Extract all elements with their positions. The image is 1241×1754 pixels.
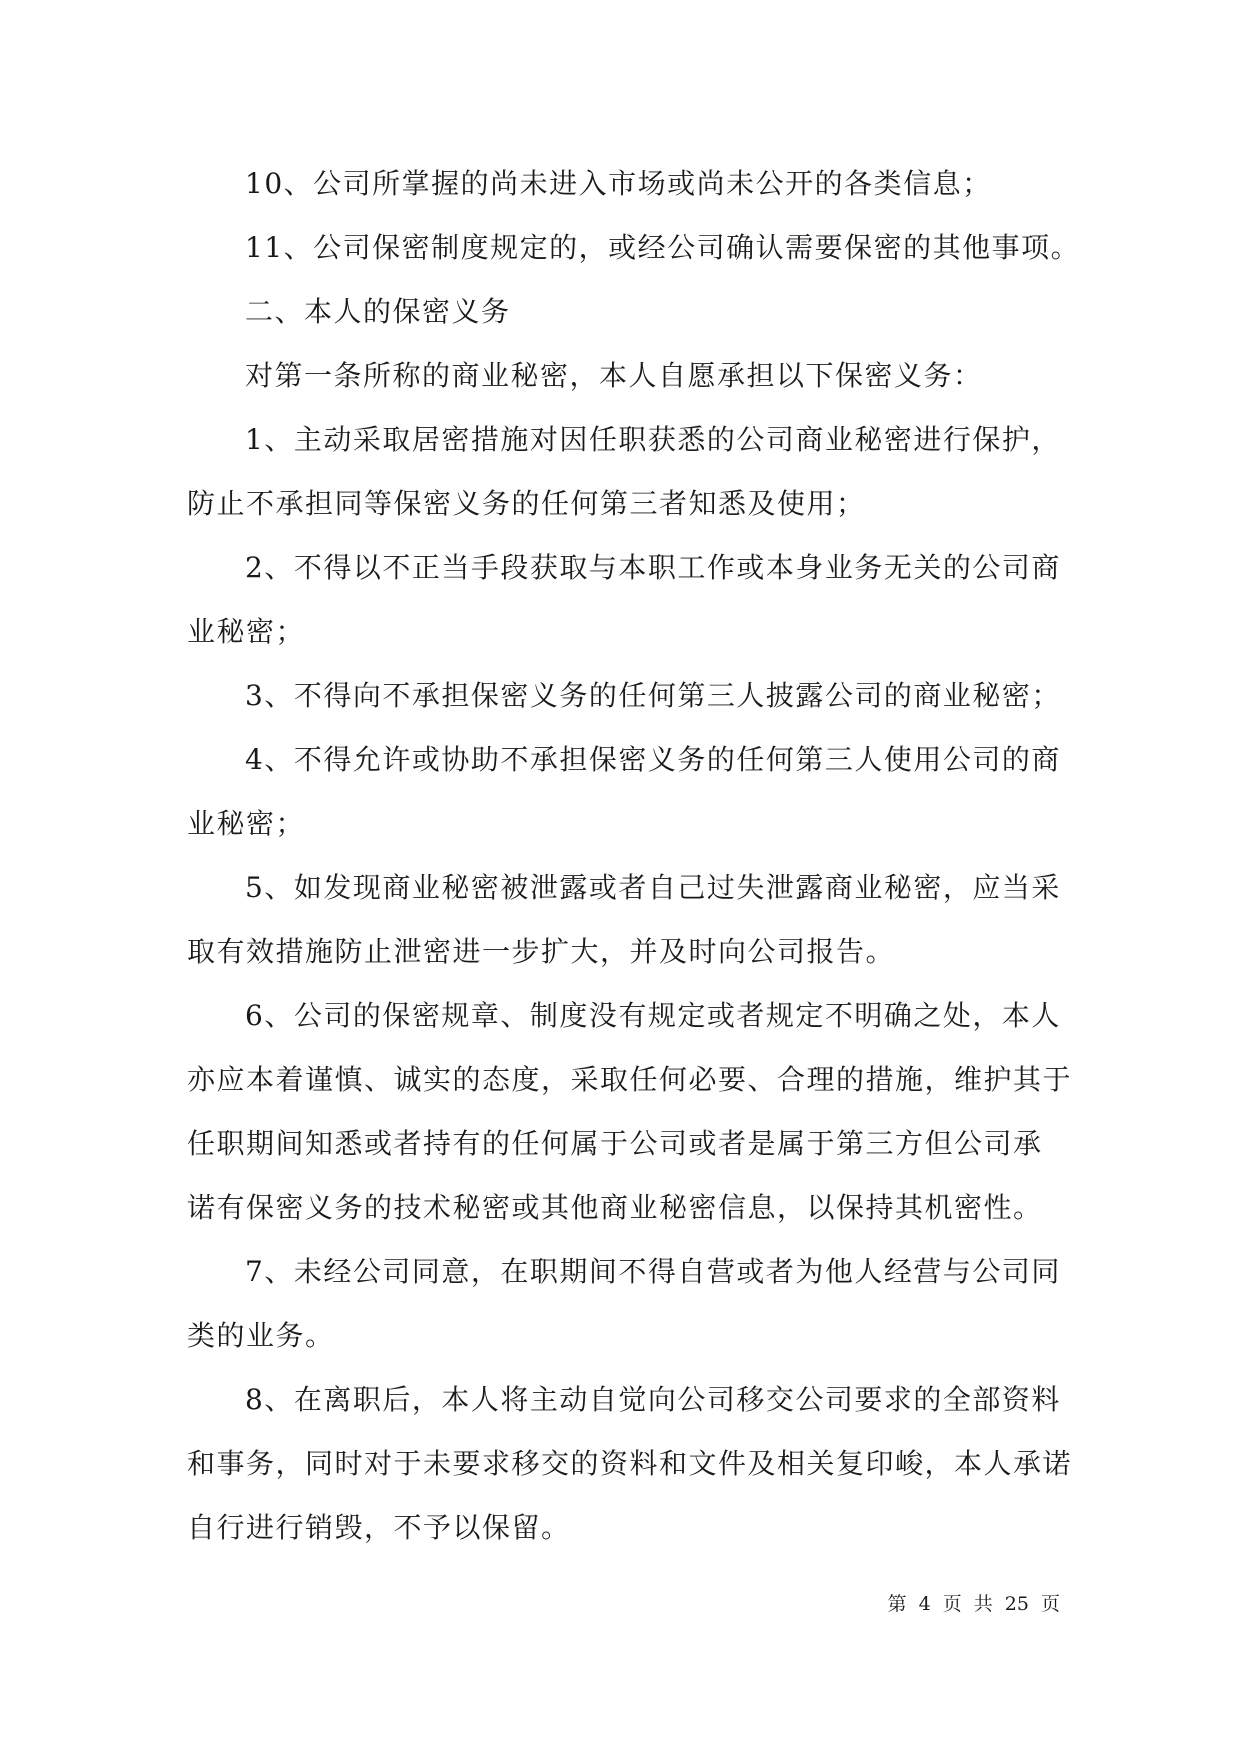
obligation-1-line-2: 防止不承担同等保密义务的任何第三者知悉及使用；: [187, 487, 866, 520]
paragraph-item-10: 10、公司所掌握的尚未进入市场或尚未公开的各类信息；: [245, 167, 992, 200]
obligation-2-line-1: 2、不得以不正当手段获取与本职工作或本身业务无关的公司商: [245, 551, 1061, 584]
obligation-6-line-2: 亦应本着谨慎、诚实的态度，采取任何必要、合理的措施，维护其于: [187, 1063, 1073, 1096]
obligation-1-line-1: 1、主动采取居密措施对因任职获悉的公司商业秘密进行保护，: [245, 423, 1061, 456]
obligation-6-line-1: 6、公司的保密规章、制度没有规定或者规定不明确之处，本人: [245, 999, 1061, 1032]
obligation-7-line-1: 7、未经公司同意，在职期间不得自营或者为他人经营与公司同: [245, 1255, 1061, 1288]
obligation-6-line-4: 诺有保密义务的技术秘密或其他商业秘密信息，以保持其机密性。: [187, 1191, 1043, 1224]
obligation-5-line-1: 5、如发现商业秘密被泄露或者自己过失泄露商业秘密，应当采: [245, 871, 1061, 904]
section-intro: 对第一条所称的商业秘密，本人自愿承担以下保密义务：: [245, 359, 983, 392]
obligation-4-line-2: 业秘密；: [187, 807, 306, 840]
obligation-3-line-1: 3、不得向不承担保密义务的任何第三人披露公司的商业秘密；: [245, 679, 1061, 712]
page-number-footer: 第 4 页 共 25 页: [887, 1593, 1060, 1615]
section-heading-obligations: 二、本人的保密义务: [245, 295, 511, 328]
obligation-8-line-3: 自行进行销毁，不予以保留。: [187, 1511, 571, 1544]
document-body: [187, 152, 1081, 1560]
obligation-6-line-3: 任职期间知悉或者持有的任何属于公司或者是属于第三方但公司承: [187, 1127, 1043, 1160]
obligation-5-line-2: 取有效措施防止泄密进一步扩大，并及时向公司报告。: [187, 935, 896, 968]
obligation-8-line-1: 8、在离职后，本人将主动自觉向公司移交公司要求的全部资料: [245, 1383, 1061, 1416]
obligation-2-line-2: 业秘密；: [187, 615, 306, 648]
obligation-8-line-2: 和事务，同时对于未要求移交的资料和文件及相关复印峻，本人承诺: [187, 1447, 1073, 1480]
obligation-7-line-2: 类的业务。: [187, 1319, 335, 1352]
paragraph-item-11: 11、公司保密制度规定的，或经公司确认需要保密的其他事项。: [245, 231, 1081, 264]
obligation-4-line-1: 4、不得允许或协助不承担保密义务的任何第三人使用公司的商: [245, 743, 1061, 776]
